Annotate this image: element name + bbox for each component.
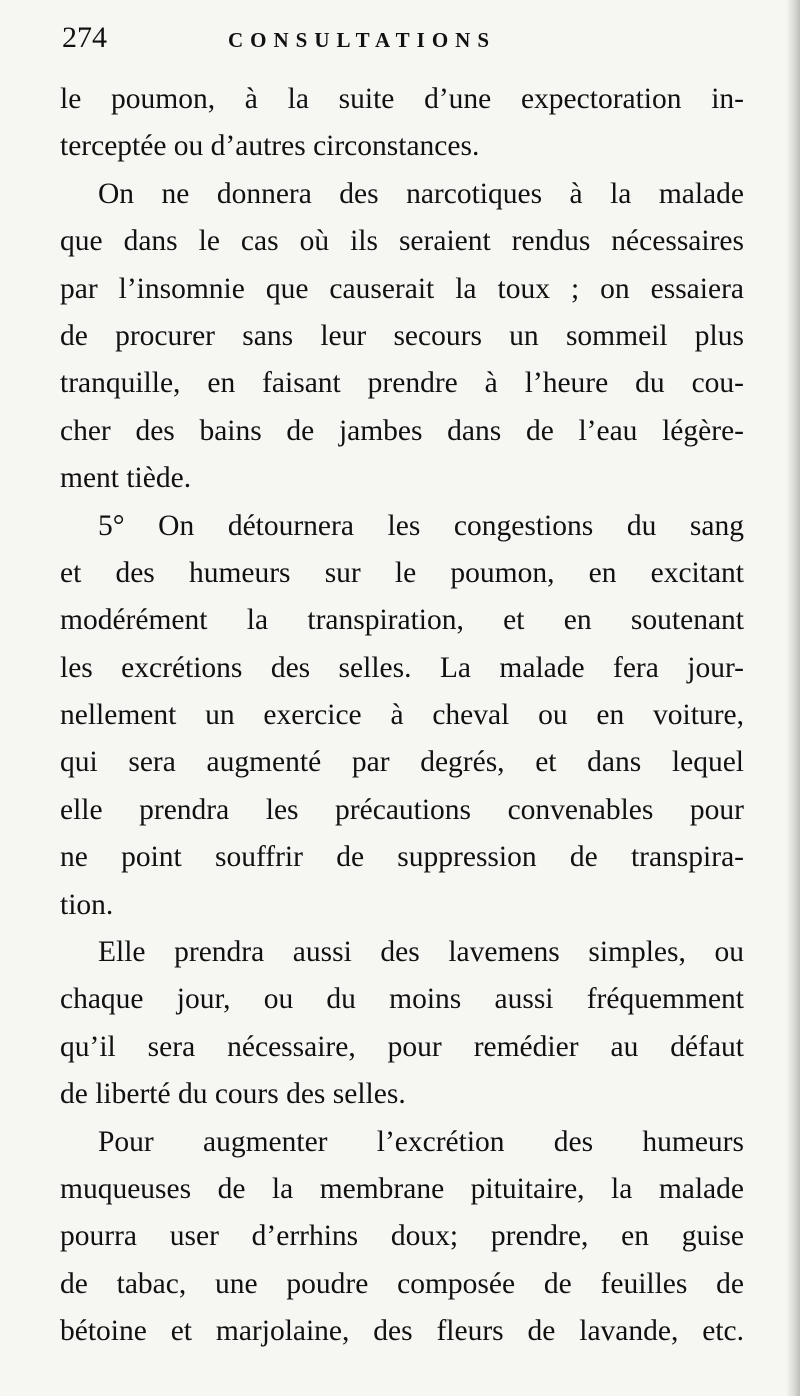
text-line: cher des bains de jambes dans de l’eau légère- xyxy=(60,414,744,447)
running-title: CONSULTATIONS xyxy=(228,28,497,52)
text-line: de procurer sans leur secours un sommeil plus xyxy=(60,319,744,352)
text-line: chaque jour, ou du moins aussi fréquemment xyxy=(60,983,744,1016)
text-line: bétoine et marjolaine, des fleurs de lavande, etc. xyxy=(60,1315,744,1348)
text-line: que dans le cas où ils seraient rendus nécessaires xyxy=(60,225,744,258)
text-line: nellement un exercice à cheval ou en voiture, xyxy=(60,699,744,732)
body-text xyxy=(60,76,744,1356)
page-edge-shadow xyxy=(786,0,800,1396)
text-line: muqueuses de la membrane pituitaire, la malade xyxy=(60,1172,744,1205)
text-line: On ne donnera des narcotiques à la malade xyxy=(98,177,744,210)
text-line: terceptée ou d’autres circonstances. xyxy=(60,130,480,163)
text-line: 5° On détournera les congestions du sang xyxy=(98,509,744,542)
text-line: qui sera augmenté par degrés, et dans lequel xyxy=(60,746,744,779)
text-line: et des humeurs sur le poumon, en excitant xyxy=(60,556,744,589)
text-line: Pour augmenter l’excrétion des humeurs xyxy=(98,1125,744,1158)
text-line: tion. xyxy=(60,888,114,921)
text-line: elle prendra les précautions convenables pour xyxy=(60,793,744,826)
text-line: tranquille, en faisant prendre à l’heure du cou- xyxy=(60,367,744,400)
text-line: par l’insomnie que causerait la toux ; on essaiera xyxy=(60,272,744,305)
text-line: modérément la transpiration, et en soutenant xyxy=(60,604,744,637)
text-line: de liberté du cours des selles. xyxy=(60,1078,406,1111)
text-line: qu’il sera nécessaire, pour remédier au défaut xyxy=(60,1030,744,1063)
text-line: Elle prendra aussi des lavemens simples, ou xyxy=(98,936,744,969)
running-head xyxy=(62,18,742,58)
text-line: de tabac, une poudre composée de feuilles de xyxy=(60,1267,744,1300)
text-line: pourra user d’errhins doux; prendre, en guise xyxy=(60,1220,744,1253)
text-line: ment tiède. xyxy=(60,462,192,495)
text-line: ne point souffrir de suppression de transpira- xyxy=(60,841,744,874)
text-line: le poumon, à la suite d’une expectoration in- xyxy=(60,83,744,115)
text-line: les excrétions des selles. La malade fera jour- xyxy=(60,651,744,684)
page-number: 274 xyxy=(62,21,107,54)
